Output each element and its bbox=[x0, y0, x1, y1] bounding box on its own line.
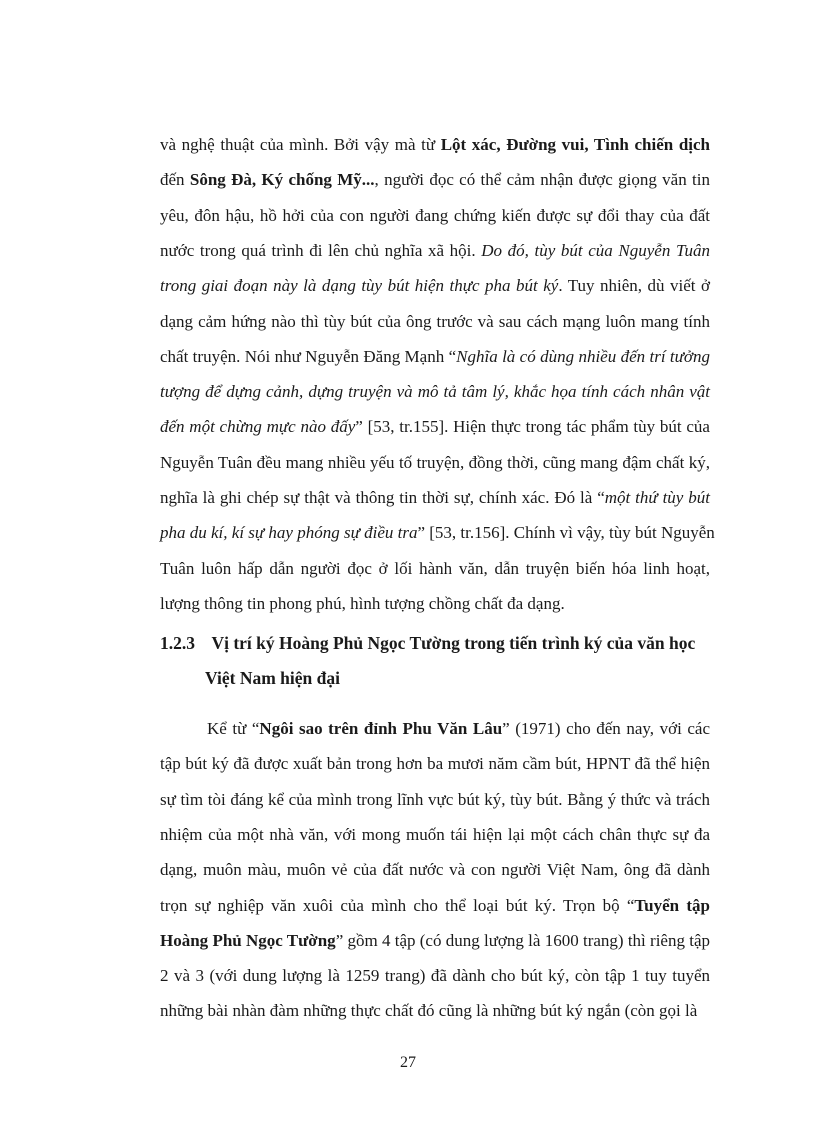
text-line bbox=[160, 999, 710, 1023]
text-run: lượng thông tin phong phú, hình tượng chồng chất đa dạng. bbox=[160, 593, 565, 613]
text-run: trọn sự nghiệp văn xuôi của mình cho thể loại bút ký. Trọn bộ “ bbox=[160, 895, 635, 915]
text-run: những bài nhàn đàm những thực chất đó cũng là những bút ký ngắn (còn gọi là bbox=[160, 1001, 698, 1021]
text-line bbox=[160, 521, 715, 545]
section-number: 1.2.3 bbox=[160, 633, 195, 653]
text-line bbox=[160, 752, 710, 776]
text-line bbox=[160, 486, 710, 510]
italic-text: pha du kí, kí sự hay phóng sự điều tra bbox=[160, 523, 418, 543]
text-line bbox=[160, 929, 710, 953]
text-run: ” (1971) cho đến nay, với các bbox=[502, 719, 710, 738]
text-line bbox=[207, 717, 710, 741]
text-line bbox=[160, 274, 710, 298]
text-line bbox=[160, 168, 710, 192]
text-line bbox=[160, 894, 710, 918]
text-run: và nghệ thuật của mình. Bởi vậy mà từ bbox=[160, 135, 441, 154]
text-run: dạng, muôn màu, muôn vẻ của đất nước và con người Việt Nam, ông đã dành bbox=[160, 860, 710, 880]
text-line bbox=[160, 823, 710, 847]
italic-text: trong giai đoạn này là dạng tùy bút hiện thực pha bút ký bbox=[160, 276, 559, 296]
text-run: Nguyễn Tuân đều mang nhiều yếu tố truyện, đồng thời, cũng mang đậm chất ký, bbox=[160, 452, 710, 472]
text-run: ” [53, tr.156]. Chính vì vậy, tùy bút Nguyễn bbox=[417, 523, 715, 543]
text-line bbox=[160, 380, 710, 404]
text-run: ” [53, tr.155]. Hiện thực trong tác phẩm tùy bút của bbox=[355, 417, 710, 437]
bold-text: Hoàng Phủ Ngọc Tường bbox=[160, 930, 336, 950]
text-line bbox=[160, 415, 710, 439]
text-run: ” gồm 4 tập (có dung lượng là 1600 trang) thì riêng tập bbox=[335, 930, 710, 950]
text-run: sự tìm tòi đáng kể của mình trong lĩnh vực bút ký, tùy bút. Bằng ý thức và trách bbox=[160, 789, 710, 809]
text-run: chất truyện. Nói như Nguyễn Đăng Mạnh “ bbox=[160, 346, 457, 366]
text-run: nước trong quá trình đi lên chủ nghĩa xã hội. bbox=[160, 240, 482, 260]
bold-text: Tuyển tập bbox=[634, 895, 710, 915]
italic-text: Do đó, tùy bút của Nguyễn Tuân bbox=[481, 240, 710, 260]
text-run: yêu, đôn hậu, hồ hởi của con người đang chứng kiến được sự đổi thay của đất bbox=[160, 205, 710, 225]
text-run: tập bút ký đã được xuất bản trong hơn ba mươi năm cầm bút, HPNT đã thể hiện bbox=[160, 754, 710, 774]
text-line bbox=[160, 204, 710, 228]
text-run: Kể từ “ bbox=[207, 719, 260, 738]
italic-text: tượng để dựng cảnh, dựng truyện và mô tả tâm lý, khắc họa tính cách nhân vật bbox=[160, 382, 710, 402]
text-line bbox=[160, 239, 710, 263]
text-line bbox=[160, 345, 710, 369]
page-number: 27 bbox=[400, 1054, 416, 1071]
bold-text: Sông Đà, Ký chống Mỹ... bbox=[189, 170, 375, 190]
text-line bbox=[160, 310, 710, 334]
text-run: nhiệm của một nhà văn, với mong muốn tái hiện lại một cách chân thực sự đa bbox=[160, 824, 710, 844]
section-heading bbox=[160, 630, 695, 656]
italic-text: một thứ tùy bút bbox=[604, 488, 710, 507]
text-run: , người đọc có thể cảm nhận được giọng văn tin bbox=[374, 170, 710, 190]
text-line bbox=[160, 788, 710, 812]
text-line bbox=[160, 964, 710, 988]
text-line bbox=[160, 557, 710, 581]
text-line bbox=[160, 858, 710, 882]
text-run: dạng cảm hứng nào thì tùy bút của ông trước và sau cách mạng luôn mang tính bbox=[160, 311, 710, 331]
text-run: Tuân luôn hấp dẫn người đọc ở lối hành văn, dẫn truyện biến hóa linh hoạt, bbox=[160, 558, 710, 578]
text-line bbox=[160, 592, 710, 616]
text-line bbox=[160, 133, 710, 157]
text-run: . Tuy nhiên, dù viết ở bbox=[558, 276, 710, 296]
italic-text: đến một chừng mực nào đấy bbox=[160, 417, 356, 437]
bold-text: Ngôi sao trên đỉnh Phu Văn Lâu bbox=[259, 719, 503, 738]
text-run: đến bbox=[160, 170, 190, 190]
section-title-line2: Việt Nam hiện đại bbox=[205, 668, 340, 688]
text-run: nghĩa là ghi chép sự thật và thông tin thời sự, chính xác. Đó là “ bbox=[160, 488, 605, 507]
section-title-line1: Vị trí ký Hoàng Phủ Ngọc Tường trong tiến trình ký của văn học bbox=[211, 633, 696, 653]
bold-text: Lột xác, Đường vui, Tình chiến dịch bbox=[440, 135, 710, 154]
text-run: 2 và 3 (với dung lượng là 1259 trang) đã dành cho bút ký, còn tập 1 tuy tuyển bbox=[160, 966, 710, 986]
italic-text: Nghĩa là có dùng nhiều đến trí tưởng bbox=[456, 346, 710, 366]
text-line bbox=[160, 451, 710, 475]
